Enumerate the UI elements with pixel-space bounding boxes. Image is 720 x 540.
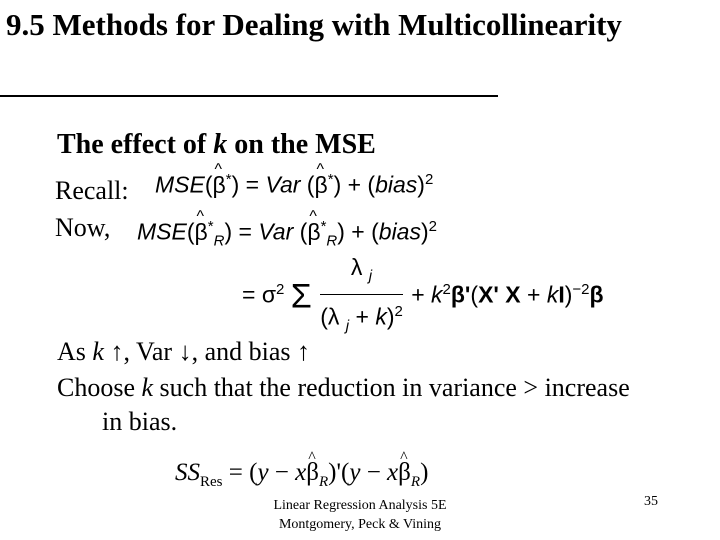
footer-line1: Linear Regression Analysis 5E	[273, 498, 447, 513]
page-number: 35	[644, 494, 658, 509]
effect-of-k-line	[57, 336, 310, 368]
choose-prefix: Choose	[57, 373, 142, 402]
footer-reference	[270, 496, 450, 534]
as-arrow-up-bias: ↑	[297, 337, 310, 366]
as-prefix: As	[57, 337, 93, 366]
as-k: k	[92, 337, 104, 366]
choose-k: k	[141, 373, 154, 402]
as-and-bias: , and bias	[191, 337, 297, 366]
subtitle-suffix: on the MSE	[227, 129, 376, 160]
now-label: Now,	[55, 213, 111, 242]
subtitle-prefix: The effect of	[57, 129, 214, 160]
equation-ss-res: $SS_{Res} = (y$ − x^ $\beta_R)'(y$ − x^ $\beta_R$)	[175, 458, 428, 497]
slide-title: 9.5 Methods for Dealing with Multicollinearity	[6, 7, 622, 42]
equation-mse-recall: MSE(^ β*) = Var (^ β*) + (bias)$^2$	[155, 165, 433, 200]
choose-k-continuation: in bias.	[102, 407, 178, 436]
footer-line2: Montgomery, Peck & Vining	[278, 517, 442, 532]
choose-k-line	[57, 372, 697, 404]
subtitle-k: k	[213, 129, 228, 160]
title-underline	[0, 95, 498, 97]
choose-suffix: such that the reduction in variance > increase	[153, 373, 630, 402]
as-arrow-up-var: ↑, Var	[103, 337, 179, 366]
equation-mse-ridge: MSE(^ $\beta^*_R$) = Var (^ $\beta^*_R$) + (bias)$^2$	[137, 212, 437, 256]
as-arrow-down: ↓	[178, 337, 192, 366]
recall-label: Recall:	[55, 176, 129, 205]
equation-mse-expanded: = $\sigma^2$ Σ $\frac{\lambda _j}{(\lambda _j + k)^2}$ + $k^2\beta'(X'$ X + kI)$^{-2}$β	[242, 254, 604, 334]
